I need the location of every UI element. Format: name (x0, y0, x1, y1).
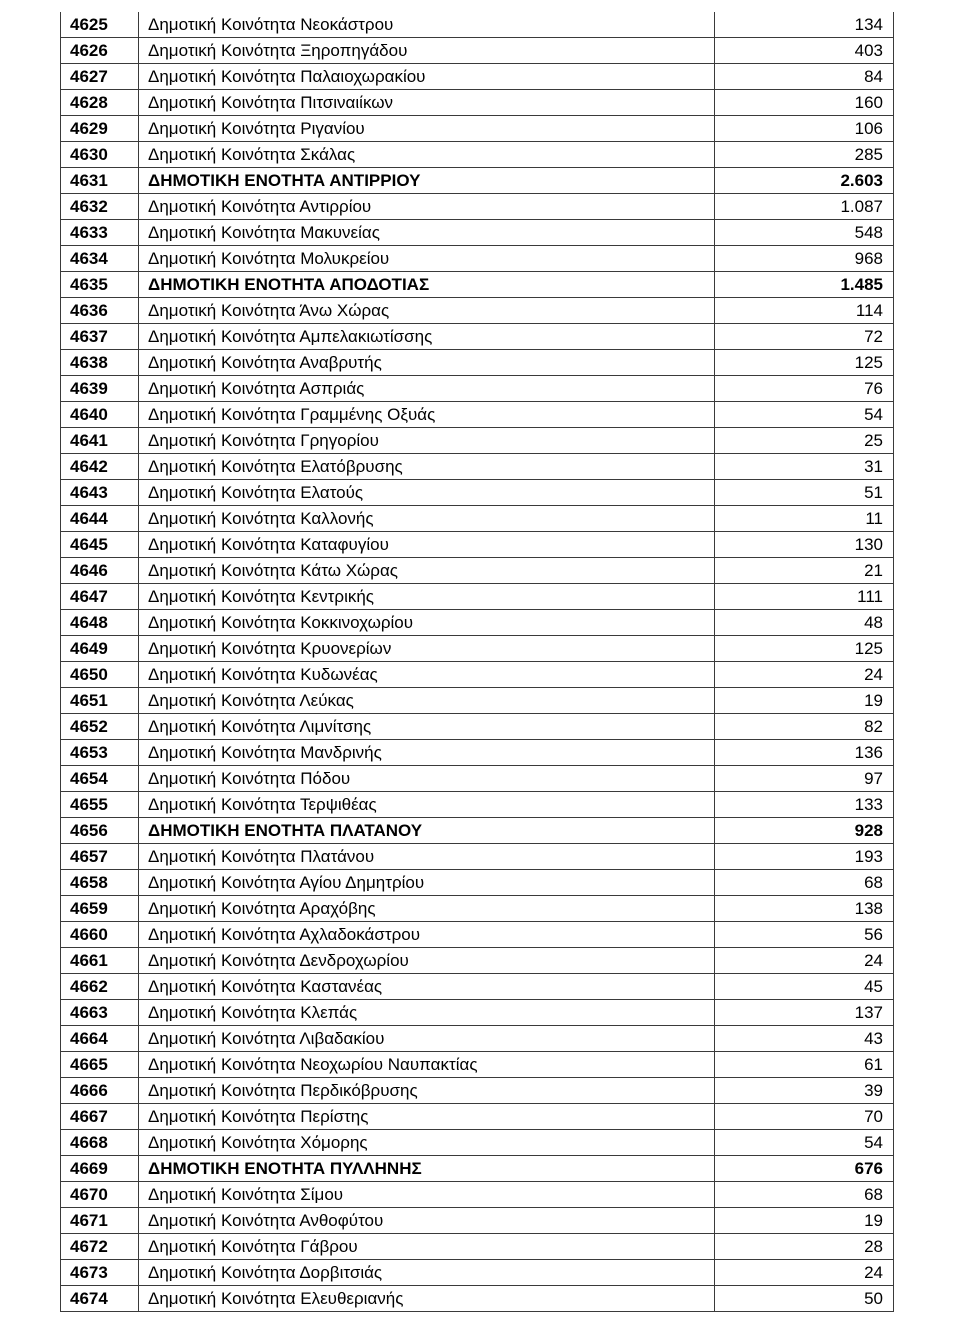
table-row (61, 246, 894, 272)
row-code: 4649 (61, 636, 139, 662)
table-row (61, 610, 894, 636)
row-code: 4660 (61, 922, 139, 948)
table-row (61, 636, 894, 662)
row-name: Δημοτική Κοινότητα Δορβιτσιάς (139, 1260, 715, 1286)
row-name: Δημοτική Κοινότητα Αντιρρίου (139, 194, 715, 220)
row-value: 134 (715, 12, 894, 38)
table-row (61, 844, 894, 870)
row-name: Δημοτική Κοινότητα Τερψιθέας (139, 792, 715, 818)
row-code: 4663 (61, 1000, 139, 1026)
table-row (61, 1000, 894, 1026)
row-value: 160 (715, 90, 894, 116)
table-row (61, 376, 894, 402)
row-name: Δημοτική Κοινότητα Καστανέας (139, 974, 715, 1000)
row-name: Δημοτική Κοινότητα Σκάλας (139, 142, 715, 168)
row-name: Δημοτική Κοινότητα Περίστης (139, 1104, 715, 1130)
table-row-unit-header (61, 1156, 894, 1182)
table-row (61, 1026, 894, 1052)
row-name: Δημοτική Κοινότητα Ανθοφύτου (139, 1208, 715, 1234)
row-code: 4646 (61, 558, 139, 584)
row-value: 548 (715, 220, 894, 246)
table-row (61, 792, 894, 818)
row-value: 133 (715, 792, 894, 818)
row-value: 111 (715, 584, 894, 610)
table-row (61, 1130, 894, 1156)
row-name: Δημοτική Κοινότητα Αραχόβης (139, 896, 715, 922)
row-value: 2.603 (715, 168, 894, 194)
row-code: 4645 (61, 532, 139, 558)
row-code: 4671 (61, 1208, 139, 1234)
row-name: Δημοτική Κοινότητα Αγίου Δημητρίου (139, 870, 715, 896)
row-code: 4631 (61, 168, 139, 194)
row-code: 4656 (61, 818, 139, 844)
row-name: Δημοτική Κοινότητα Λιμνίτσης (139, 714, 715, 740)
row-value: 84 (715, 64, 894, 90)
row-code: 4627 (61, 64, 139, 90)
row-value: 28 (715, 1234, 894, 1260)
table-row (61, 220, 894, 246)
row-name: ΔΗΜΟΤΙΚΗ ΕΝΟΤΗΤΑ ΠΛΑΤΑΝΟΥ (139, 818, 715, 844)
table-row-unit-header (61, 168, 894, 194)
row-value: 968 (715, 246, 894, 272)
row-value: 11 (715, 506, 894, 532)
row-name: Δημοτική Κοινότητα Πόδου (139, 766, 715, 792)
table-row (61, 974, 894, 1000)
row-value: 31 (715, 454, 894, 480)
row-code: 4628 (61, 90, 139, 116)
row-value: 82 (715, 714, 894, 740)
row-value: 676 (715, 1156, 894, 1182)
row-value: 114 (715, 298, 894, 324)
table-row (61, 948, 894, 974)
row-value: 1.485 (715, 272, 894, 298)
table-row (61, 298, 894, 324)
row-name: Δημοτική Κοινότητα Μανδρινής (139, 740, 715, 766)
row-code: 4641 (61, 428, 139, 454)
table-row (61, 1208, 894, 1234)
row-name: Δημοτική Κοινότητα Πιτσιναιίκων (139, 90, 715, 116)
row-value: 138 (715, 896, 894, 922)
row-value: 193 (715, 844, 894, 870)
row-value: 50 (715, 1286, 894, 1312)
row-name: ΔΗΜΟΤΙΚΗ ΕΝΟΤΗΤΑ ΑΠΟΔΟΤΙΑΣ (139, 272, 715, 298)
table-row (61, 350, 894, 376)
row-value: 45 (715, 974, 894, 1000)
table-row (61, 324, 894, 350)
row-code: 4647 (61, 584, 139, 610)
row-value: 130 (715, 532, 894, 558)
row-code: 4668 (61, 1130, 139, 1156)
row-code: 4658 (61, 870, 139, 896)
row-code: 4640 (61, 402, 139, 428)
row-value: 136 (715, 740, 894, 766)
row-name: Δημοτική Κοινότητα Καλλονής (139, 506, 715, 532)
population-table (60, 12, 894, 1312)
row-code: 4630 (61, 142, 139, 168)
row-code: 4662 (61, 974, 139, 1000)
table-row (61, 1182, 894, 1208)
row-value: 68 (715, 870, 894, 896)
row-code: 4651 (61, 688, 139, 714)
row-value: 48 (715, 610, 894, 636)
row-code: 4644 (61, 506, 139, 532)
row-code: 4626 (61, 38, 139, 64)
row-code: 4669 (61, 1156, 139, 1182)
table-row (61, 1104, 894, 1130)
row-value: 21 (715, 558, 894, 584)
table-row (61, 1286, 894, 1312)
table-row (61, 480, 894, 506)
table-row (61, 532, 894, 558)
row-code: 4632 (61, 194, 139, 220)
table-row-unit-header (61, 272, 894, 298)
table-row (61, 454, 894, 480)
table-row (61, 870, 894, 896)
row-name: Δημοτική Κοινότητα Ελατόβρυσης (139, 454, 715, 480)
row-code: 4634 (61, 246, 139, 272)
row-code: 4657 (61, 844, 139, 870)
row-name: Δημοτική Κοινότητα Λιβαδακίου (139, 1026, 715, 1052)
table-row (61, 714, 894, 740)
row-value: 137 (715, 1000, 894, 1026)
row-value: 68 (715, 1182, 894, 1208)
row-code: 4665 (61, 1052, 139, 1078)
row-code: 4648 (61, 610, 139, 636)
table-row (61, 662, 894, 688)
row-code: 4666 (61, 1078, 139, 1104)
row-value: 928 (715, 818, 894, 844)
table-row (61, 402, 894, 428)
row-name: Δημοτική Κοινότητα Λεύκας (139, 688, 715, 714)
row-value: 403 (715, 38, 894, 64)
table-row (61, 506, 894, 532)
row-name: Δημοτική Κοινότητα Κλεπάς (139, 1000, 715, 1026)
row-value: 285 (715, 142, 894, 168)
row-name: ΔΗΜΟΤΙΚΗ ΕΝΟΤΗΤΑ ΠΥΛΛΗΝΗΣ (139, 1156, 715, 1182)
row-value: 125 (715, 350, 894, 376)
row-code: 4674 (61, 1286, 139, 1312)
row-name: Δημοτική Κοινότητα Ελατούς (139, 480, 715, 506)
row-name: Δημοτική Κοινότητα Κυδωνέας (139, 662, 715, 688)
row-name: ΔΗΜΟΤΙΚΗ ΕΝΟΤΗΤΑ ΑΝΤΙΡΡΙΟΥ (139, 168, 715, 194)
row-code: 4661 (61, 948, 139, 974)
row-name: Δημοτική Κοινότητα Κρυονερίων (139, 636, 715, 662)
row-value: 24 (715, 662, 894, 688)
row-name: Δημοτική Κοινότητα Πλατάνου (139, 844, 715, 870)
table-row (61, 90, 894, 116)
row-code: 4629 (61, 116, 139, 142)
row-code: 4664 (61, 1026, 139, 1052)
row-name: Δημοτική Κοινότητα Ελευθεριανής (139, 1286, 715, 1312)
row-name: Δημοτική Κοινότητα Γάβρου (139, 1234, 715, 1260)
row-code: 4642 (61, 454, 139, 480)
row-name: Δημοτική Κοινότητα Άνω Χώρας (139, 298, 715, 324)
row-value: 51 (715, 480, 894, 506)
table-row (61, 1260, 894, 1286)
row-code: 4672 (61, 1234, 139, 1260)
row-name: Δημοτική Κοινότητα Ασπριάς (139, 376, 715, 402)
row-code: 4633 (61, 220, 139, 246)
table-row (61, 766, 894, 792)
row-value: 54 (715, 1130, 894, 1156)
row-code: 4625 (61, 12, 139, 38)
table-row (61, 428, 894, 454)
table-row (61, 142, 894, 168)
row-name: Δημοτική Κοινότητα Ριγανίου (139, 116, 715, 142)
row-name: Δημοτική Κοινότητα Γραμμένης Οξυάς (139, 402, 715, 428)
row-value: 106 (715, 116, 894, 142)
table-row (61, 1078, 894, 1104)
row-name: Δημοτική Κοινότητα Χόμορης (139, 1130, 715, 1156)
row-value: 1.087 (715, 194, 894, 220)
row-name: Δημοτική Κοινότητα Νεοχωρίου Ναυπακτίας (139, 1052, 715, 1078)
row-code: 4655 (61, 792, 139, 818)
row-name: Δημοτική Κοινότητα Περδικόβρυσης (139, 1078, 715, 1104)
row-value: 61 (715, 1052, 894, 1078)
row-value: 39 (715, 1078, 894, 1104)
row-name: Δημοτική Κοινότητα Δενδροχωρίου (139, 948, 715, 974)
table-row (61, 1234, 894, 1260)
row-code: 4637 (61, 324, 139, 350)
row-value: 19 (715, 1208, 894, 1234)
table-row (61, 584, 894, 610)
row-name: Δημοτική Κοινότητα Ξηροπηγάδου (139, 38, 715, 64)
row-value: 25 (715, 428, 894, 454)
row-name: Δημοτική Κοινότητα Κάτω Χώρας (139, 558, 715, 584)
table-row (61, 64, 894, 90)
table-body (61, 12, 894, 1312)
row-value: 24 (715, 1260, 894, 1286)
row-name: Δημοτική Κοινότητα Κοκκινοχωρίου (139, 610, 715, 636)
row-value: 97 (715, 766, 894, 792)
row-name: Δημοτική Κοινότητα Παλαιοχωρακίου (139, 64, 715, 90)
row-name: Δημοτική Κοινότητα Σίμου (139, 1182, 715, 1208)
row-code: 4673 (61, 1260, 139, 1286)
table-row (61, 12, 894, 38)
row-code: 4639 (61, 376, 139, 402)
table-row (61, 1052, 894, 1078)
table-row (61, 896, 894, 922)
table-row (61, 194, 894, 220)
row-name: Δημοτική Κοινότητα Νεοκάστρου (139, 12, 715, 38)
row-name: Δημοτική Κοινότητα Μακυνείας (139, 220, 715, 246)
row-code: 4653 (61, 740, 139, 766)
row-code: 4636 (61, 298, 139, 324)
row-value: 43 (715, 1026, 894, 1052)
table-row-unit-header (61, 818, 894, 844)
row-value: 56 (715, 922, 894, 948)
row-value: 125 (715, 636, 894, 662)
row-code: 4667 (61, 1104, 139, 1130)
row-code: 4659 (61, 896, 139, 922)
row-name: Δημοτική Κοινότητα Αμπελακιωτίσσης (139, 324, 715, 350)
row-value: 70 (715, 1104, 894, 1130)
row-value: 24 (715, 948, 894, 974)
row-name: Δημοτική Κοινότητα Καταφυγίου (139, 532, 715, 558)
table-row (61, 116, 894, 142)
table-row (61, 922, 894, 948)
row-name: Δημοτική Κοινότητα Αχλαδοκάστρου (139, 922, 715, 948)
row-code: 4650 (61, 662, 139, 688)
row-code: 4670 (61, 1182, 139, 1208)
row-value: 76 (715, 376, 894, 402)
row-code: 4635 (61, 272, 139, 298)
row-value: 19 (715, 688, 894, 714)
row-name: Δημοτική Κοινότητα Κεντρικής (139, 584, 715, 610)
row-code: 4643 (61, 480, 139, 506)
row-name: Δημοτική Κοινότητα Γρηγορίου (139, 428, 715, 454)
table-row (61, 740, 894, 766)
row-value: 54 (715, 402, 894, 428)
row-value: 72 (715, 324, 894, 350)
table-row (61, 688, 894, 714)
row-code: 4638 (61, 350, 139, 376)
row-code: 4654 (61, 766, 139, 792)
row-name: Δημοτική Κοινότητα Αναβρυτής (139, 350, 715, 376)
row-code: 4652 (61, 714, 139, 740)
table-row (61, 38, 894, 64)
table-row (61, 558, 894, 584)
row-name: Δημοτική Κοινότητα Μολυκρείου (139, 246, 715, 272)
